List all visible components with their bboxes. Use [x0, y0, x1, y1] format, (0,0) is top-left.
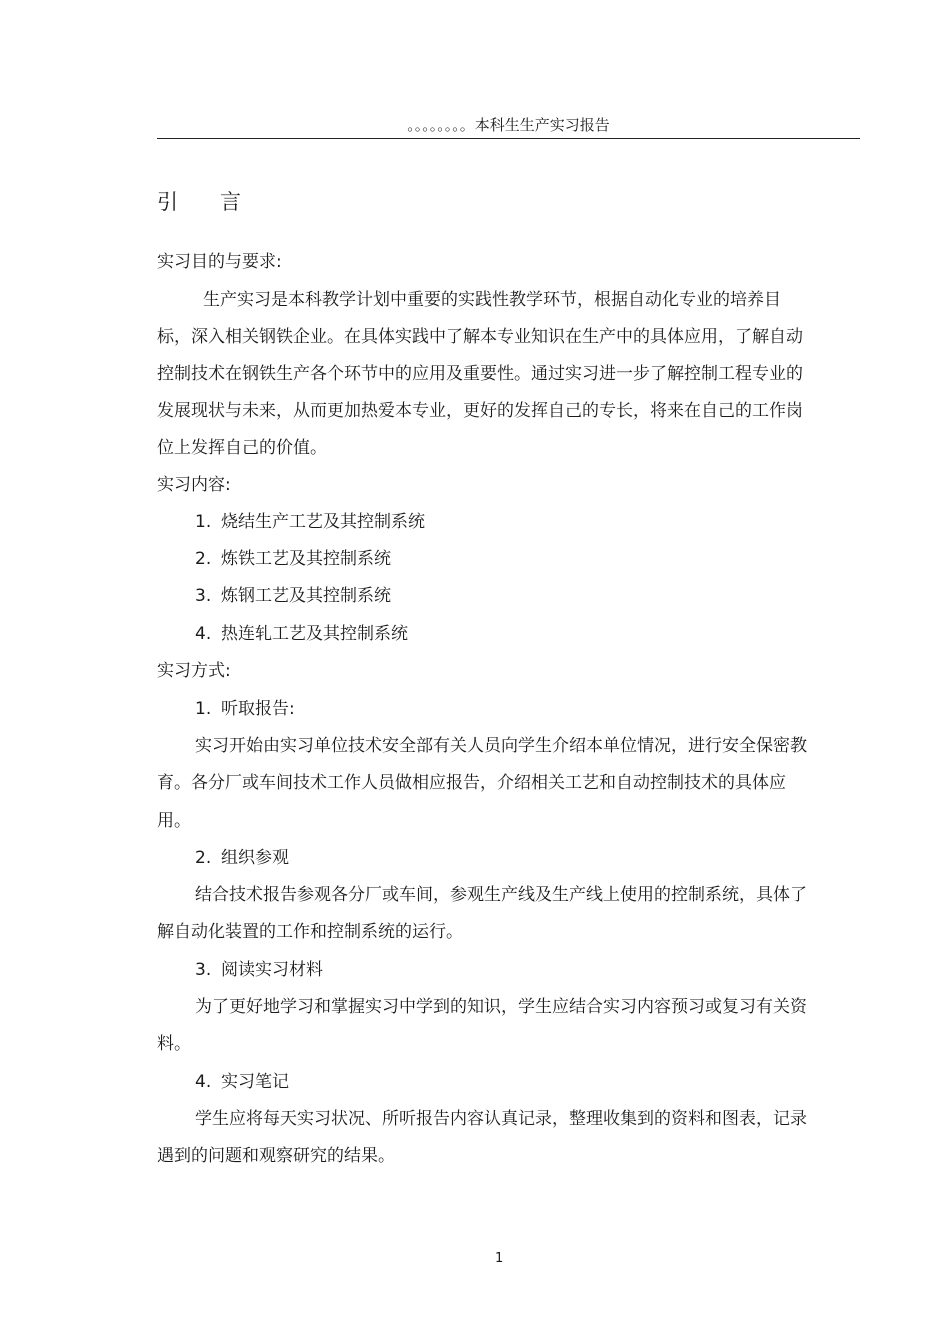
content-list-item: [195, 583, 391, 609]
method-line: 育。各分厂或车间技术工作人员做相应报告，介绍相关工艺和自动控制技术的具体应: [157, 773, 786, 793]
method-line: 料。: [157, 1034, 191, 1054]
running-header: 。。。。。。。。本科生生产实习报告: [407, 116, 610, 134]
list-text: 炼铁工艺及其控制系统: [221, 549, 391, 569]
heading-content: 实习内容:: [157, 475, 231, 495]
method-item-title: [195, 696, 295, 722]
purpose-line: 生产实习是本科教学计划中重要的实践性教学环节，根据自动化专业的培养目: [203, 290, 781, 310]
list-number: 1.: [195, 699, 212, 719]
purpose-line: 位上发挥自己的价值。: [157, 438, 327, 458]
title-char-2: 言: [220, 190, 241, 214]
list-text: 组织参观: [221, 848, 289, 868]
list-number: 3.: [195, 586, 212, 606]
method-line: 遇到的问题和观察研究的结果。: [157, 1146, 395, 1166]
method-line: 用。: [157, 811, 191, 831]
method-item-title: [195, 957, 323, 983]
method-item-title: [195, 845, 289, 871]
list-text: 炼钢工艺及其控制系统: [221, 586, 391, 606]
list-text: 阅读实习材料: [221, 960, 323, 980]
list-text: 热连轧工艺及其控制系统: [221, 624, 408, 644]
list-number: 2.: [195, 848, 212, 868]
content-list-item: [195, 546, 391, 572]
list-number: 1.: [195, 512, 212, 532]
method-line: 为了更好地学习和掌握实习中学到的知识，学生应结合实习内容预习或复习有关资: [195, 997, 807, 1017]
method-line: 实习开始由实习单位技术安全部有关人员向学生介绍本单位情况，进行安全保密教: [195, 736, 807, 756]
heading-method: 实习方式:: [157, 661, 231, 681]
section-title: [157, 186, 241, 218]
list-number: 4.: [195, 1072, 212, 1092]
list-number: 3.: [195, 960, 212, 980]
purpose-line: 标，深入相关钢铁企业。在具体实践中了解本专业知识在生产中的具体应用，了解自动: [157, 327, 803, 347]
heading-purpose: 实习目的与要求:: [157, 252, 282, 272]
list-number: 4.: [195, 624, 212, 644]
list-text: 实习笔记: [221, 1072, 289, 1092]
title-char-1: 引: [157, 190, 178, 214]
method-line: 结合技术报告参观各分厂或车间，参观生产线及生产线上使用的控制系统，具体了: [195, 885, 807, 905]
header-rule: [157, 138, 860, 139]
list-text: 听取报告:: [221, 699, 295, 719]
content-list-item: [195, 509, 425, 535]
method-item-title: [195, 1069, 289, 1095]
list-number: 2.: [195, 549, 212, 569]
list-text: 烧结生产工艺及其控制系统: [221, 512, 425, 532]
content-list-item: [195, 621, 408, 647]
method-line: 学生应将每天实习状况、所听报告内容认真记录，整理收集到的资料和图表，记录: [195, 1109, 807, 1129]
purpose-line: 控制技术在钢铁生产各个环节中的应用及重要性。通过实习进一步了解控制工程专业的: [157, 364, 803, 384]
page-number: 1: [495, 1251, 504, 1266]
method-line: 解自动化装置的工作和控制系统的运行。: [157, 922, 463, 942]
purpose-line: 发展现状与未来，从而更加热爱本专业，更好的发挥自己的专长，将来在自己的工作岗: [157, 401, 803, 421]
